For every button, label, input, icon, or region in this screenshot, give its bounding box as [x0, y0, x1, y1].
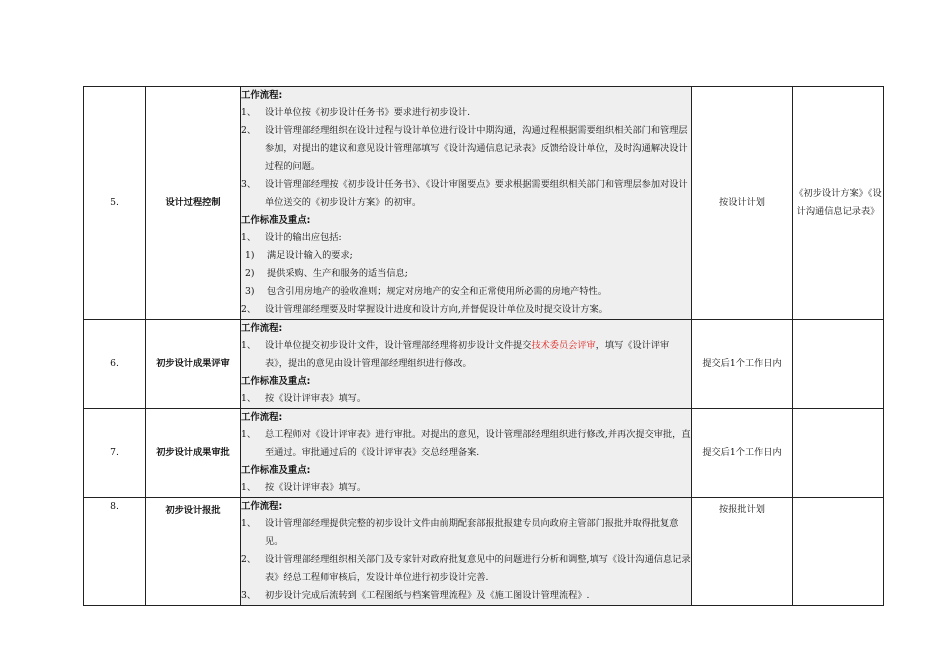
step-description	[241, 320, 692, 409]
list-item: 3、 设计管理部经理按《初步设计任务书》、《设计审图要点》要求根据需要组织相关部门和管理层参加对设计单位送交的《初步设计方案》的初审。	[241, 179, 688, 208]
table-row	[84, 498, 884, 606]
standard-heading: 工作标准及重点:	[241, 215, 311, 226]
list-item: 1、 设计的输出应包括:	[241, 232, 342, 243]
output-docs	[793, 320, 884, 409]
standard-heading: 工作标准及重点:	[241, 376, 311, 387]
list-subitem: 3) 包含引用房地产的验收准则；规定对房地产的安全和正常使用所必需的房地产特性。	[245, 286, 607, 297]
row-number: 8.	[84, 498, 146, 606]
list-item: 1、 按《设计评审表》填写。	[241, 393, 367, 404]
list-item: 1、 总工程师对《设计评审表》进行审批。对提出的意见，设计管理部经理组织进行修改,并再次提交审批，直至通过。审批通过后的《设计评审表》交总经理备案.	[241, 429, 691, 458]
list-item: 2、 设计管理部经理要及时掌握设计进度和设计方向,并督促设计单位及时提交设计方案。	[241, 304, 608, 315]
list-item: 3、 初步设计完成后流转到《工程图纸与档案管理流程》及《施工图设计管理流程》.	[241, 590, 590, 601]
list-item: 2、 设计管理部经理组织相关部门及专家针对政府批复意见中的问题进行分析和调整,填写《设计沟通信息记录表》经总工程师审核后，发设计单位进行初步设计完善.	[241, 554, 691, 583]
process-table	[83, 86, 884, 606]
step-name: 初步设计成果评审	[146, 320, 241, 409]
standard-heading: 工作标准及重点:	[241, 465, 311, 476]
table-row	[84, 409, 884, 498]
row-number: 7.	[84, 409, 146, 498]
flow-heading: 工作流程:	[241, 323, 283, 334]
highlight-text: 技术委员会评审	[531, 340, 596, 351]
step-name: 初步设计成果审批	[146, 409, 241, 498]
time-limit: 按设计计划	[692, 87, 793, 320]
step-name: 初步设计报批	[146, 498, 241, 606]
table-row	[84, 320, 884, 409]
step-description	[241, 87, 692, 320]
row-number: 6.	[84, 320, 146, 409]
list-item: 1、 按《设计评审表》填写。	[241, 482, 367, 493]
table-row	[84, 87, 884, 320]
time-limit: 提交后1个工作日内	[692, 409, 793, 498]
output-docs: 《初步设计方案》《设计沟通信息记录表》	[793, 87, 884, 320]
time-limit: 按报批计划	[692, 498, 793, 606]
time-limit: 提交后1个工作日内	[692, 320, 793, 409]
list-item: 1、 设计单位提交初步设计文件，设计管理部经理将初步设计文件提交技术委员会评审，填写《设计评审表》，提出的意见由设计管理部经理组织进行修改。	[241, 340, 670, 369]
list-item: 2、 设计管理部经理组织在设计过程与设计单位进行设计中期沟通，沟通过程根据需要组织相关部门和管理层参加，对提出的建议和意见设计管理部填写《设计沟通信息记录表》反馈给设计单位，及时沟通解决设计过程的问题。	[241, 125, 688, 172]
list-item: 1、 设计单位按《初步设计任务书》要求进行初步设计.	[241, 107, 471, 118]
list-item: 1、 设计管理部经理提供完整的初步设计文件由前期配套部报批报建专员向政府主管部门报批并取得批复意见。	[241, 518, 679, 547]
list-subitem: 1) 满足设计输入的要求;	[245, 250, 353, 261]
step-description	[241, 409, 692, 498]
step-description	[241, 498, 692, 606]
step-name: 设计过程控制	[146, 87, 241, 320]
flow-heading: 工作流程:	[241, 412, 283, 423]
list-subitem: 2) 提供采购、生产和服务的适当信息;	[245, 268, 408, 279]
output-docs	[793, 498, 884, 606]
flow-heading: 工作流程:	[241, 90, 283, 101]
flow-heading: 工作流程:	[241, 501, 283, 512]
output-docs	[793, 409, 884, 498]
row-number: 5.	[84, 87, 146, 320]
